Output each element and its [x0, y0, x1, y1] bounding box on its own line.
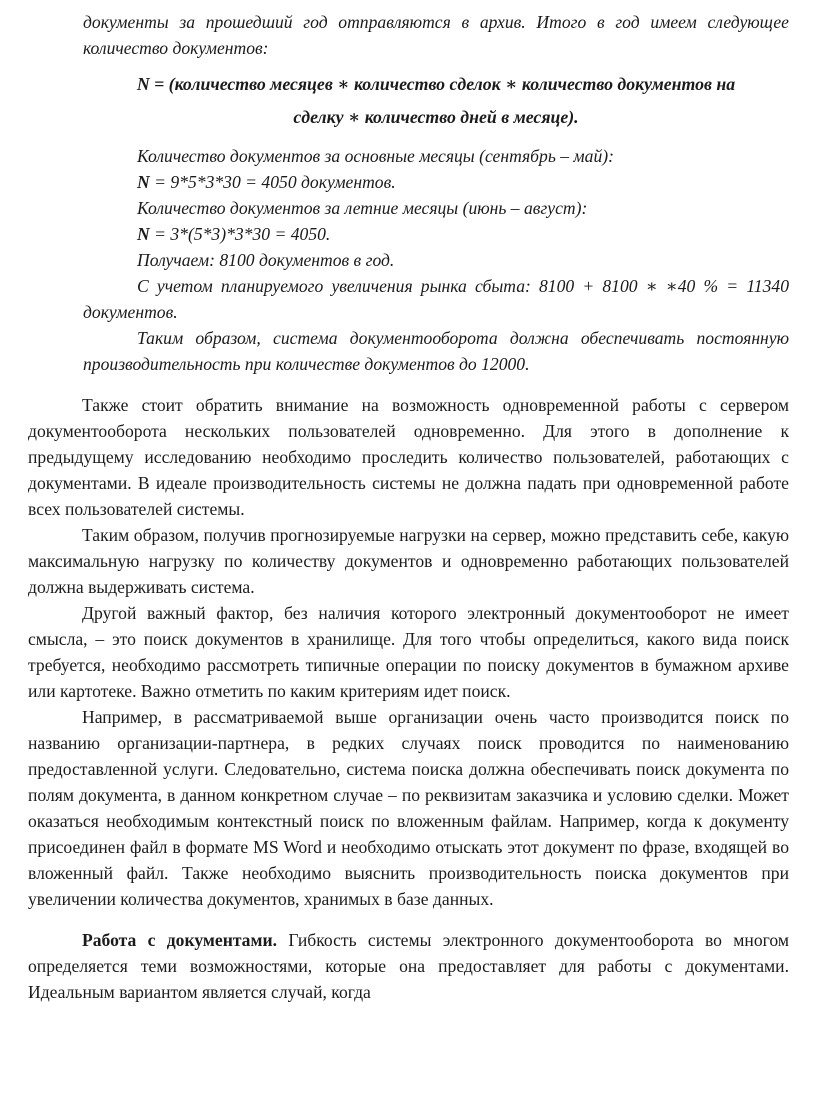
calc-text: С учетом планируемого увеличения рынка сбыта: 8100 + 8100 ∗ ∗40 % = 11340 документов. [83, 276, 789, 322]
paragraph-text: Другой важный фактор, без наличия которого электронный документооборот не имеет смысла, – это поиск документов в хранилище. Для того чтобы определиться, какого вида поиск требуется, необходимо рассмотреть типичные операции по поиску документов в бумажном архиве или картотеке. Важно отметить по каким критериям идет поиск. [28, 603, 789, 701]
paragraph-text: Таким образом, получив прогнозируемые нагрузки на сервер, можно представить себе, какую максимальную нагрузку по количеству документов и одновременно работающих пользователей должна выдерживать система. [28, 525, 789, 597]
body-paragraph-4 [28, 704, 789, 912]
body-paragraph-1 [28, 392, 789, 522]
calc-line-2 [83, 169, 789, 195]
body-paragraph-3 [28, 600, 789, 704]
calc-lead: N [137, 224, 150, 244]
formula-text: N = (количество месяцев ∗ количество сделок ∗ количество документов на сделку ∗ количество дней в месяце). [136, 74, 736, 127]
calc-line-6 [83, 273, 789, 325]
calc-text: Таким образом, система документооборота должна обеспечивать постоянную производительность при количестве документов до 12000. [83, 328, 789, 374]
intro-paragraph: документы за прошедший год отправляются в архив. Итого в год имеем следующее количество документов: [83, 12, 789, 58]
body-paragraph-2 [28, 522, 789, 600]
body-paragraph-5 [28, 927, 789, 1005]
paragraph-text: Также стоит обратить внимание на возможность одновременной работы с сервером документооборота нескольких пользователей одновременно. Для этого в дополнение к предыдущему исследованию необходимо проследить количество пользователей, работающих с документами. В идеале производительность системы не должна падать при одновременной работе всех пользователей системы. [28, 395, 789, 519]
paragraph-text: Гибкость системы электронного документооборота во многом определяется теми возможностями, которые она предоставляет для работы с документами. Идеальным вариантом является случай, когда [28, 930, 790, 1002]
calc-line-4 [83, 221, 789, 247]
calc-line-1 [83, 143, 789, 169]
calc-text: = 9*5*3*30 = 4050 документов. [149, 172, 396, 192]
calc-text: Количество документов за летние месяцы (июнь – август): [137, 198, 588, 218]
calc-text: Получаем: 8100 документов в год. [137, 250, 395, 270]
calc-line-5 [83, 247, 789, 273]
paragraph-text: Например, в рассматриваемой выше организации очень часто производится поиск по названию организации-партнера, в редких случаях поиск проводится по наименованию предоставленной услуги. Следовательно, система поиска должна обеспечивать поиск документа по полям документа, в данном конкретном случае – по реквизитам заказчика и условию сделки. Может оказаться необходимым контекстный поиск по вложенным файлам. Например, когда к документу присоединен файл в формате MS Word и необходимо отыскать этот документ по фразе, входящей во вложенный файл. Также необходимо выяснить производительность поиска документов при увеличении количества документов, хранимых в базе данных. [28, 707, 789, 909]
calc-text: Количество документов за основные месяцы (сентябрь – май): [137, 146, 614, 166]
calc-line-3 [83, 195, 789, 221]
calc-text: = 3*(5*3)*3*30 = 4050. [149, 224, 331, 244]
calc-line-7 [83, 325, 789, 377]
calc-lead: N [137, 172, 150, 192]
formula-block [83, 68, 789, 134]
paragraph-lead-bold: Работа с документами. [82, 930, 278, 950]
